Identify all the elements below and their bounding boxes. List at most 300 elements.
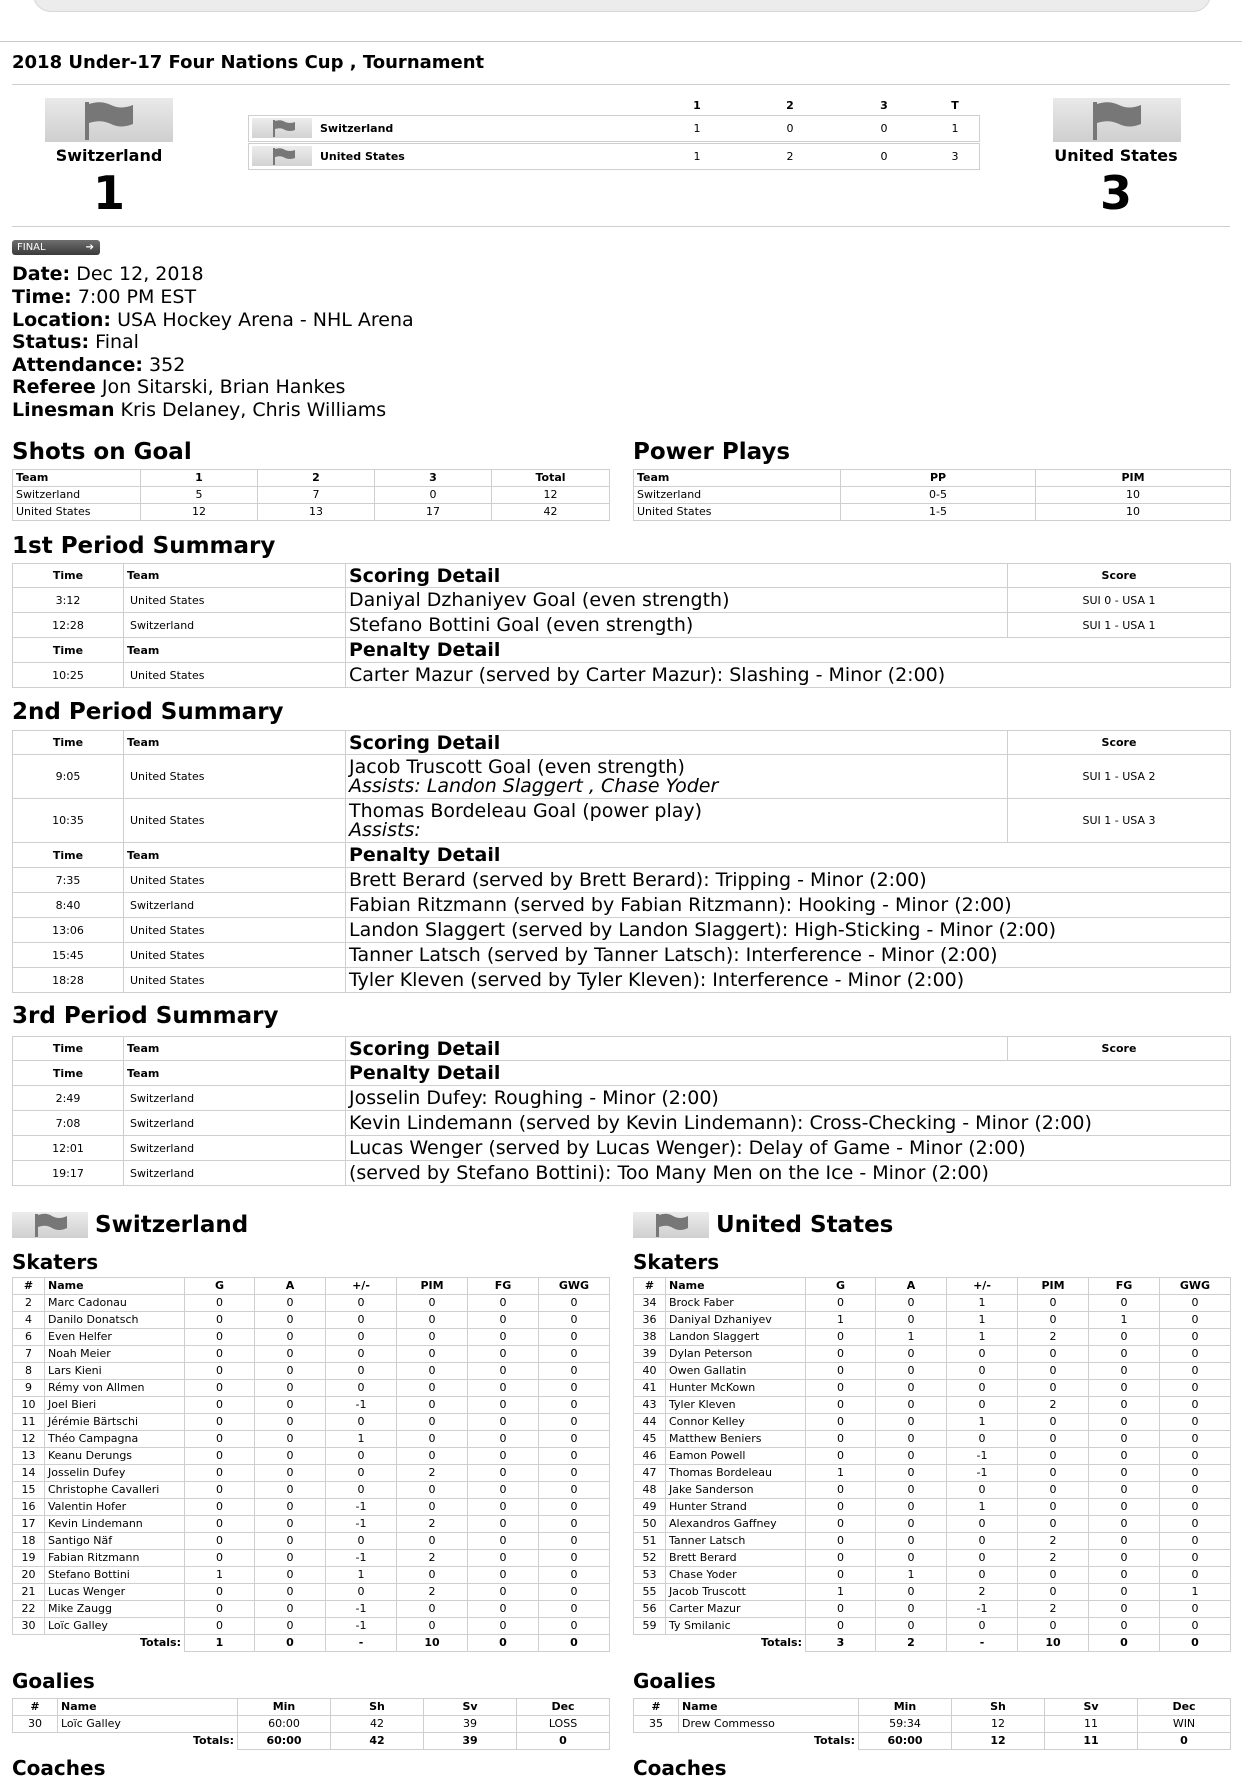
player-name[interactable]: Fabian Ritzmann bbox=[45, 1550, 185, 1567]
cell: 39 bbox=[634, 1346, 666, 1363]
cell: 0 bbox=[185, 1380, 255, 1397]
cell: 0 bbox=[468, 1346, 539, 1363]
table-row bbox=[13, 1295, 610, 1312]
flag-icon bbox=[1091, 100, 1143, 140]
table-row bbox=[634, 1533, 1231, 1550]
table-row bbox=[13, 1567, 610, 1584]
cell[interactable]: Switzerland bbox=[124, 893, 346, 918]
player-name[interactable]: Hunter Strand bbox=[666, 1499, 806, 1516]
cell[interactable]: Switzerland bbox=[124, 613, 346, 638]
table-row bbox=[634, 1482, 1231, 1499]
cell: SUI 1 - USA 2 bbox=[1008, 755, 1231, 799]
player-name[interactable]: Marc Cadonau bbox=[45, 1295, 185, 1312]
cell: 0 bbox=[539, 1635, 610, 1652]
period-title: 2nd Period Summary bbox=[12, 699, 284, 725]
cell: 4 bbox=[13, 1312, 45, 1329]
player-name[interactable]: Ty Smilanic bbox=[666, 1618, 806, 1635]
info-value: Kris Delaney, Chris Williams bbox=[120, 399, 387, 421]
player-name[interactable]: Even Helfer bbox=[45, 1329, 185, 1346]
cell: 0 bbox=[185, 1601, 255, 1618]
player-name[interactable]: Rémy von Allmen bbox=[45, 1380, 185, 1397]
col-header: # bbox=[634, 1278, 666, 1295]
period-3-table bbox=[12, 1036, 1231, 1186]
cell: 30 bbox=[13, 1716, 58, 1733]
cell[interactable]: United States bbox=[124, 663, 346, 688]
table-row bbox=[13, 1380, 610, 1397]
cell: 0 bbox=[539, 1567, 610, 1584]
col-header: GWG bbox=[539, 1278, 610, 1295]
goal-detail: Daniyal Dzhaniyev Goal (even strength) bbox=[346, 588, 1008, 613]
col-header: Total bbox=[492, 470, 610, 487]
col-header: PIM bbox=[1036, 470, 1231, 487]
cell: 0 bbox=[876, 1618, 947, 1635]
linescore-team[interactable]: United States bbox=[320, 150, 405, 163]
away-team-score: 3 bbox=[1099, 166, 1132, 220]
cell: 0 bbox=[1138, 1733, 1231, 1750]
cell: 8 bbox=[13, 1363, 45, 1380]
cell: 13 bbox=[13, 1448, 45, 1465]
cell: 0 bbox=[876, 1550, 947, 1567]
cell: 0 bbox=[539, 1397, 610, 1414]
col-header: A bbox=[255, 1278, 326, 1295]
cell[interactable]: United States bbox=[124, 943, 346, 968]
cell: 2 bbox=[397, 1550, 468, 1567]
cell[interactable]: Switzerland bbox=[124, 1086, 346, 1111]
player-name[interactable]: Dylan Peterson bbox=[666, 1346, 806, 1363]
cell bbox=[634, 1635, 666, 1652]
cell: 19:17 bbox=[13, 1161, 124, 1186]
status-badge[interactable] bbox=[12, 240, 100, 255]
cell: 60:00 bbox=[859, 1733, 952, 1750]
cell: 42 bbox=[331, 1733, 424, 1750]
penalty-detail: Landon Slaggert (served by Landon Slaggert): High-Sticking - Minor (2:00) bbox=[346, 918, 1231, 943]
cell: 0 bbox=[1089, 1618, 1160, 1635]
cell: 0 bbox=[468, 1550, 539, 1567]
table-row bbox=[13, 1397, 610, 1414]
col-header: Score bbox=[1008, 731, 1231, 755]
cell: SUI 0 - USA 1 bbox=[1008, 588, 1231, 613]
cell: 0 bbox=[255, 1482, 326, 1499]
goal-row bbox=[13, 613, 1231, 638]
goalies-title: Goalies bbox=[633, 1669, 716, 1693]
table-row bbox=[13, 1584, 610, 1601]
cell: 0 bbox=[539, 1533, 610, 1550]
cell: 0 bbox=[1018, 1312, 1089, 1329]
cell bbox=[634, 1733, 679, 1750]
cell[interactable]: United States bbox=[124, 968, 346, 993]
col-header: Scoring Detail bbox=[346, 564, 1008, 588]
cell: 0 bbox=[326, 1533, 397, 1550]
player-name[interactable]: Carter Mazur bbox=[666, 1601, 806, 1618]
team-flag bbox=[12, 1212, 88, 1238]
cell: 0 bbox=[255, 1312, 326, 1329]
table-row bbox=[634, 1550, 1231, 1567]
cell: 2 bbox=[947, 1584, 1018, 1601]
player-name[interactable]: Jérémie Bärtschi bbox=[45, 1414, 185, 1431]
cell: 0 bbox=[1160, 1618, 1231, 1635]
player-name[interactable]: Valentin Hofer bbox=[45, 1499, 185, 1516]
player-name[interactable]: Drew Commesso bbox=[679, 1716, 859, 1733]
player-name[interactable]: Santigo Näf bbox=[45, 1533, 185, 1550]
col-header: Score bbox=[1008, 1037, 1231, 1061]
cell: 0 bbox=[397, 1414, 468, 1431]
table-row bbox=[634, 1601, 1231, 1618]
cell[interactable]: Switzerland bbox=[13, 487, 141, 504]
table-header-row bbox=[13, 1699, 610, 1716]
goalies-table bbox=[633, 1698, 1231, 1750]
penalty-detail: Carter Mazur (served by Carter Mazur): Slashing - Minor (2:00) bbox=[346, 663, 1231, 688]
table-row bbox=[634, 1516, 1231, 1533]
linescore-value: 1 bbox=[693, 150, 701, 163]
cell: 0 bbox=[468, 1397, 539, 1414]
cell: 3 bbox=[806, 1635, 876, 1652]
goal-detail bbox=[346, 755, 1008, 799]
cell: 52 bbox=[634, 1550, 666, 1567]
cell: 0 bbox=[1089, 1567, 1160, 1584]
table-row bbox=[13, 1716, 610, 1733]
team-flag bbox=[633, 1212, 709, 1238]
cell: 0 bbox=[876, 1516, 947, 1533]
col-header: FG bbox=[1089, 1278, 1160, 1295]
cell: 0 bbox=[1160, 1601, 1231, 1618]
cell: 0 bbox=[539, 1601, 610, 1618]
cell: 10 bbox=[397, 1635, 468, 1652]
cell: 7 bbox=[258, 487, 375, 504]
cell: 0 bbox=[468, 1295, 539, 1312]
table-row bbox=[634, 1312, 1231, 1329]
cell: 0 bbox=[397, 1618, 468, 1635]
cell: 2 bbox=[397, 1584, 468, 1601]
totals-row bbox=[13, 1733, 610, 1750]
col-header: Time bbox=[13, 843, 124, 868]
team-flag bbox=[252, 146, 312, 166]
cell: 9 bbox=[13, 1380, 45, 1397]
col-header: Score bbox=[1008, 564, 1231, 588]
cell: 51 bbox=[634, 1533, 666, 1550]
cell: 0 bbox=[255, 1533, 326, 1550]
info-label: Attendance: bbox=[12, 354, 143, 376]
player-name[interactable]: Hunter McKown bbox=[666, 1380, 806, 1397]
cell: 1 bbox=[326, 1567, 397, 1584]
player-name[interactable]: Owen Gallatin bbox=[666, 1363, 806, 1380]
cell: 50 bbox=[634, 1516, 666, 1533]
player-name[interactable]: Chase Yoder bbox=[666, 1567, 806, 1584]
cell: 0 bbox=[397, 1312, 468, 1329]
cell[interactable]: United States bbox=[124, 755, 346, 799]
totals-label: Totals: bbox=[679, 1733, 859, 1750]
cell: 0 bbox=[397, 1397, 468, 1414]
cell: 20 bbox=[13, 1567, 45, 1584]
team-heading-name[interactable]: Switzerland bbox=[95, 1212, 249, 1238]
player-name[interactable]: Noah Meier bbox=[45, 1346, 185, 1363]
table-row bbox=[13, 1499, 610, 1516]
player-name[interactable]: Brock Faber bbox=[666, 1295, 806, 1312]
cell: 0 bbox=[876, 1499, 947, 1516]
goal-row bbox=[13, 755, 1231, 799]
col-header: Penalty Detail bbox=[346, 1061, 1231, 1086]
table-row bbox=[634, 1499, 1231, 1516]
table-row bbox=[13, 1414, 610, 1431]
table-row bbox=[634, 1716, 1231, 1733]
cell: 0 bbox=[1089, 1363, 1160, 1380]
cell: 0 bbox=[876, 1448, 947, 1465]
table-row bbox=[634, 1448, 1231, 1465]
cell: 0 bbox=[806, 1550, 876, 1567]
cell: 0 bbox=[1089, 1414, 1160, 1431]
cell: 0 bbox=[1089, 1550, 1160, 1567]
col-header: Time bbox=[13, 1037, 124, 1061]
cell: 1 bbox=[947, 1499, 1018, 1516]
col-header: Time bbox=[13, 731, 124, 755]
cell: 0 bbox=[1160, 1380, 1231, 1397]
cell: -1 bbox=[326, 1601, 397, 1618]
away-team-name[interactable]: United States bbox=[1054, 146, 1178, 165]
info-value: USA Hockey Arena - NHL Arena bbox=[117, 309, 414, 331]
cell: 17 bbox=[375, 504, 492, 521]
table-row bbox=[634, 504, 1231, 521]
col-header: FG bbox=[468, 1278, 539, 1295]
info-value: Jon Sitarski, Brian Hankes bbox=[101, 376, 346, 398]
cell: 1 bbox=[876, 1329, 947, 1346]
flag-icon bbox=[272, 119, 296, 137]
cell: 0 bbox=[806, 1397, 876, 1414]
cell: 0 bbox=[255, 1380, 326, 1397]
col-header: Sh bbox=[952, 1699, 1045, 1716]
col-header: Sh bbox=[331, 1699, 424, 1716]
cell: 0 bbox=[539, 1295, 610, 1312]
cell[interactable]: United States bbox=[124, 588, 346, 613]
cell: 0 bbox=[1018, 1295, 1089, 1312]
col-header: # bbox=[634, 1699, 679, 1716]
cell: 47 bbox=[634, 1465, 666, 1482]
cell: 0 bbox=[539, 1363, 610, 1380]
player-name[interactable]: Tanner Latsch bbox=[666, 1533, 806, 1550]
player-name[interactable]: Loïc Galley bbox=[58, 1716, 238, 1733]
table-row bbox=[634, 1329, 1231, 1346]
skaters-table bbox=[12, 1277, 610, 1652]
cell: 1 bbox=[876, 1567, 947, 1584]
cell[interactable]: United States bbox=[124, 799, 346, 843]
player-name[interactable]: Josselin Dufey bbox=[45, 1465, 185, 1482]
cell: 34 bbox=[634, 1295, 666, 1312]
cell: 0 bbox=[539, 1584, 610, 1601]
cell: 1 bbox=[326, 1431, 397, 1448]
cell[interactable]: United States bbox=[124, 868, 346, 893]
cell[interactable]: Switzerland bbox=[124, 1111, 346, 1136]
player-name[interactable]: Danilo Donatsch bbox=[45, 1312, 185, 1329]
cell: 0 bbox=[326, 1329, 397, 1346]
cell bbox=[13, 1635, 45, 1652]
cell[interactable]: Switzerland bbox=[124, 1136, 346, 1161]
cell: -1 bbox=[947, 1601, 1018, 1618]
cell: 0 bbox=[185, 1550, 255, 1567]
cell: -1 bbox=[947, 1465, 1018, 1482]
cell: 0 bbox=[947, 1397, 1018, 1414]
cell: 0 bbox=[876, 1346, 947, 1363]
totals-row bbox=[634, 1635, 1231, 1652]
cell: 0 bbox=[1160, 1295, 1231, 1312]
cell: 0 bbox=[806, 1295, 876, 1312]
player-name[interactable]: Tyler Kleven bbox=[666, 1397, 806, 1414]
cell: 0 bbox=[947, 1431, 1018, 1448]
cell: 0 bbox=[397, 1363, 468, 1380]
player-name[interactable]: Joel Bieri bbox=[45, 1397, 185, 1414]
cell[interactable]: United States bbox=[124, 918, 346, 943]
cell: 0 bbox=[326, 1295, 397, 1312]
player-name[interactable]: Théo Campagna bbox=[45, 1431, 185, 1448]
cell: 1 bbox=[947, 1414, 1018, 1431]
cell: 7:35 bbox=[13, 868, 124, 893]
info-label: Status: bbox=[12, 331, 90, 353]
col-header: Penalty Detail bbox=[346, 843, 1231, 868]
cell: 0 bbox=[255, 1448, 326, 1465]
cell: 0 bbox=[539, 1465, 610, 1482]
cell: 12:28 bbox=[13, 613, 124, 638]
cell: 0 bbox=[185, 1397, 255, 1414]
player-name[interactable]: Landon Slaggert bbox=[666, 1329, 806, 1346]
divider bbox=[12, 226, 1230, 227]
cell: 0 bbox=[517, 1733, 610, 1750]
player-name[interactable]: Brett Berard bbox=[666, 1550, 806, 1567]
cell: 12 bbox=[141, 504, 258, 521]
cell: 2:49 bbox=[13, 1086, 124, 1111]
cell: 0 bbox=[1160, 1448, 1231, 1465]
team-heading-name[interactable]: United States bbox=[716, 1212, 894, 1238]
cell: 0 bbox=[255, 1346, 326, 1363]
goal-row bbox=[13, 588, 1231, 613]
player-name[interactable]: Mike Zaugg bbox=[45, 1601, 185, 1618]
player-name[interactable]: Christophe Cavalleri bbox=[45, 1482, 185, 1499]
player-name[interactable]: Keanu Derungs bbox=[45, 1448, 185, 1465]
cell[interactable]: Switzerland bbox=[124, 1161, 346, 1186]
cell: 0 bbox=[468, 1380, 539, 1397]
cell: 0 bbox=[468, 1431, 539, 1448]
team-flag bbox=[252, 118, 312, 138]
penalty-row bbox=[13, 868, 1231, 893]
cell[interactable]: Switzerland bbox=[634, 487, 841, 504]
linescore-head-2: 2 bbox=[786, 99, 794, 112]
cell: 0 bbox=[1160, 1499, 1231, 1516]
totals-label: Totals: bbox=[58, 1733, 238, 1750]
player-name[interactable]: Matthew Beniers bbox=[666, 1431, 806, 1448]
cell: 0 bbox=[397, 1601, 468, 1618]
linescore-head-total: T bbox=[951, 99, 959, 112]
cell[interactable]: United States bbox=[634, 504, 841, 521]
cell: 0 bbox=[539, 1414, 610, 1431]
cell: 0 bbox=[806, 1499, 876, 1516]
cell: 0 bbox=[539, 1516, 610, 1533]
player-name[interactable]: Loïc Galley bbox=[45, 1618, 185, 1635]
col-header: # bbox=[13, 1278, 45, 1295]
cell: 0 bbox=[1160, 1516, 1231, 1533]
col-header: Dec bbox=[517, 1699, 610, 1716]
cell: 0 bbox=[255, 1499, 326, 1516]
cell: 39 bbox=[424, 1733, 517, 1750]
coaches-title: Coaches bbox=[12, 1756, 106, 1780]
col-header: Scoring Detail bbox=[346, 1037, 1008, 1061]
cell: 0 bbox=[1160, 1465, 1231, 1482]
cell: 11 bbox=[1045, 1733, 1138, 1750]
player-name[interactable]: Lars Kieni bbox=[45, 1363, 185, 1380]
cell: 0 bbox=[468, 1312, 539, 1329]
table-row bbox=[634, 1567, 1231, 1584]
player-name[interactable]: Daniyal Dzhaniyev bbox=[666, 1312, 806, 1329]
cell: 0 bbox=[255, 1567, 326, 1584]
player-name[interactable]: Lucas Wenger bbox=[45, 1584, 185, 1601]
shots-table bbox=[12, 469, 610, 521]
cell: 0 bbox=[255, 1397, 326, 1414]
col-header: Name bbox=[45, 1278, 185, 1295]
cell: -1 bbox=[326, 1499, 397, 1516]
cell: 0 bbox=[947, 1567, 1018, 1584]
cell: 0 bbox=[1089, 1295, 1160, 1312]
penalty-row bbox=[13, 943, 1231, 968]
cell: 0 bbox=[326, 1312, 397, 1329]
skaters-title: Skaters bbox=[12, 1250, 99, 1274]
player-name[interactable]: Connor Kelley bbox=[666, 1414, 806, 1431]
cell: 42 bbox=[331, 1716, 424, 1733]
col-header: Name bbox=[58, 1699, 238, 1716]
col-header: Team bbox=[13, 470, 141, 487]
player-name[interactable]: Stefano Bottini bbox=[45, 1567, 185, 1584]
home-team-name[interactable]: Switzerland bbox=[55, 146, 163, 165]
player-name[interactable]: Kevin Lindemann bbox=[45, 1516, 185, 1533]
table-row bbox=[13, 1550, 610, 1567]
cell: 0 bbox=[1018, 1584, 1089, 1601]
penalty-header-row bbox=[13, 638, 1231, 663]
linescore-value: 1 bbox=[693, 122, 701, 135]
cell: 59 bbox=[634, 1618, 666, 1635]
table-header-row bbox=[634, 470, 1231, 487]
cell: 0 bbox=[185, 1516, 255, 1533]
coaches-title: Coaches bbox=[633, 1756, 727, 1780]
player-name[interactable]: Eamon Powell bbox=[666, 1448, 806, 1465]
cell: 0 bbox=[876, 1431, 947, 1448]
cell: 11 bbox=[13, 1414, 45, 1431]
cell: 1 bbox=[1160, 1584, 1231, 1601]
cell: 1 bbox=[185, 1567, 255, 1584]
cell: 2 bbox=[1018, 1397, 1089, 1414]
table-row bbox=[634, 1363, 1231, 1380]
cell: 12 bbox=[952, 1733, 1045, 1750]
cell: 19 bbox=[13, 1550, 45, 1567]
cell: 0 bbox=[806, 1618, 876, 1635]
cell: 0 bbox=[947, 1380, 1018, 1397]
cell: 0 bbox=[1018, 1482, 1089, 1499]
cell: 0 bbox=[1089, 1329, 1160, 1346]
col-header: Dec bbox=[1138, 1699, 1231, 1716]
player-name[interactable]: Jake Sanderson bbox=[666, 1482, 806, 1499]
cell: 0 bbox=[468, 1499, 539, 1516]
cell: 0-5 bbox=[841, 487, 1036, 504]
info-label: Time: bbox=[12, 286, 72, 308]
cell: 0 bbox=[806, 1482, 876, 1499]
assists-text: Assists: bbox=[349, 818, 421, 841]
player-name[interactable]: Alexandros Gaffney bbox=[666, 1516, 806, 1533]
cell[interactable]: United States bbox=[13, 504, 141, 521]
cell: 0 bbox=[1160, 1363, 1231, 1380]
cell: 44 bbox=[634, 1414, 666, 1431]
cell: 55 bbox=[634, 1584, 666, 1601]
cell: 0 bbox=[185, 1499, 255, 1516]
linescore-team[interactable]: Switzerland bbox=[320, 122, 394, 135]
col-header: Team bbox=[634, 470, 841, 487]
cell: 1 bbox=[806, 1465, 876, 1482]
player-name[interactable]: Thomas Bordeleau bbox=[666, 1465, 806, 1482]
cell: 3:12 bbox=[13, 588, 124, 613]
player-name[interactable]: Jacob Truscott bbox=[666, 1584, 806, 1601]
col-header: A bbox=[876, 1278, 947, 1295]
